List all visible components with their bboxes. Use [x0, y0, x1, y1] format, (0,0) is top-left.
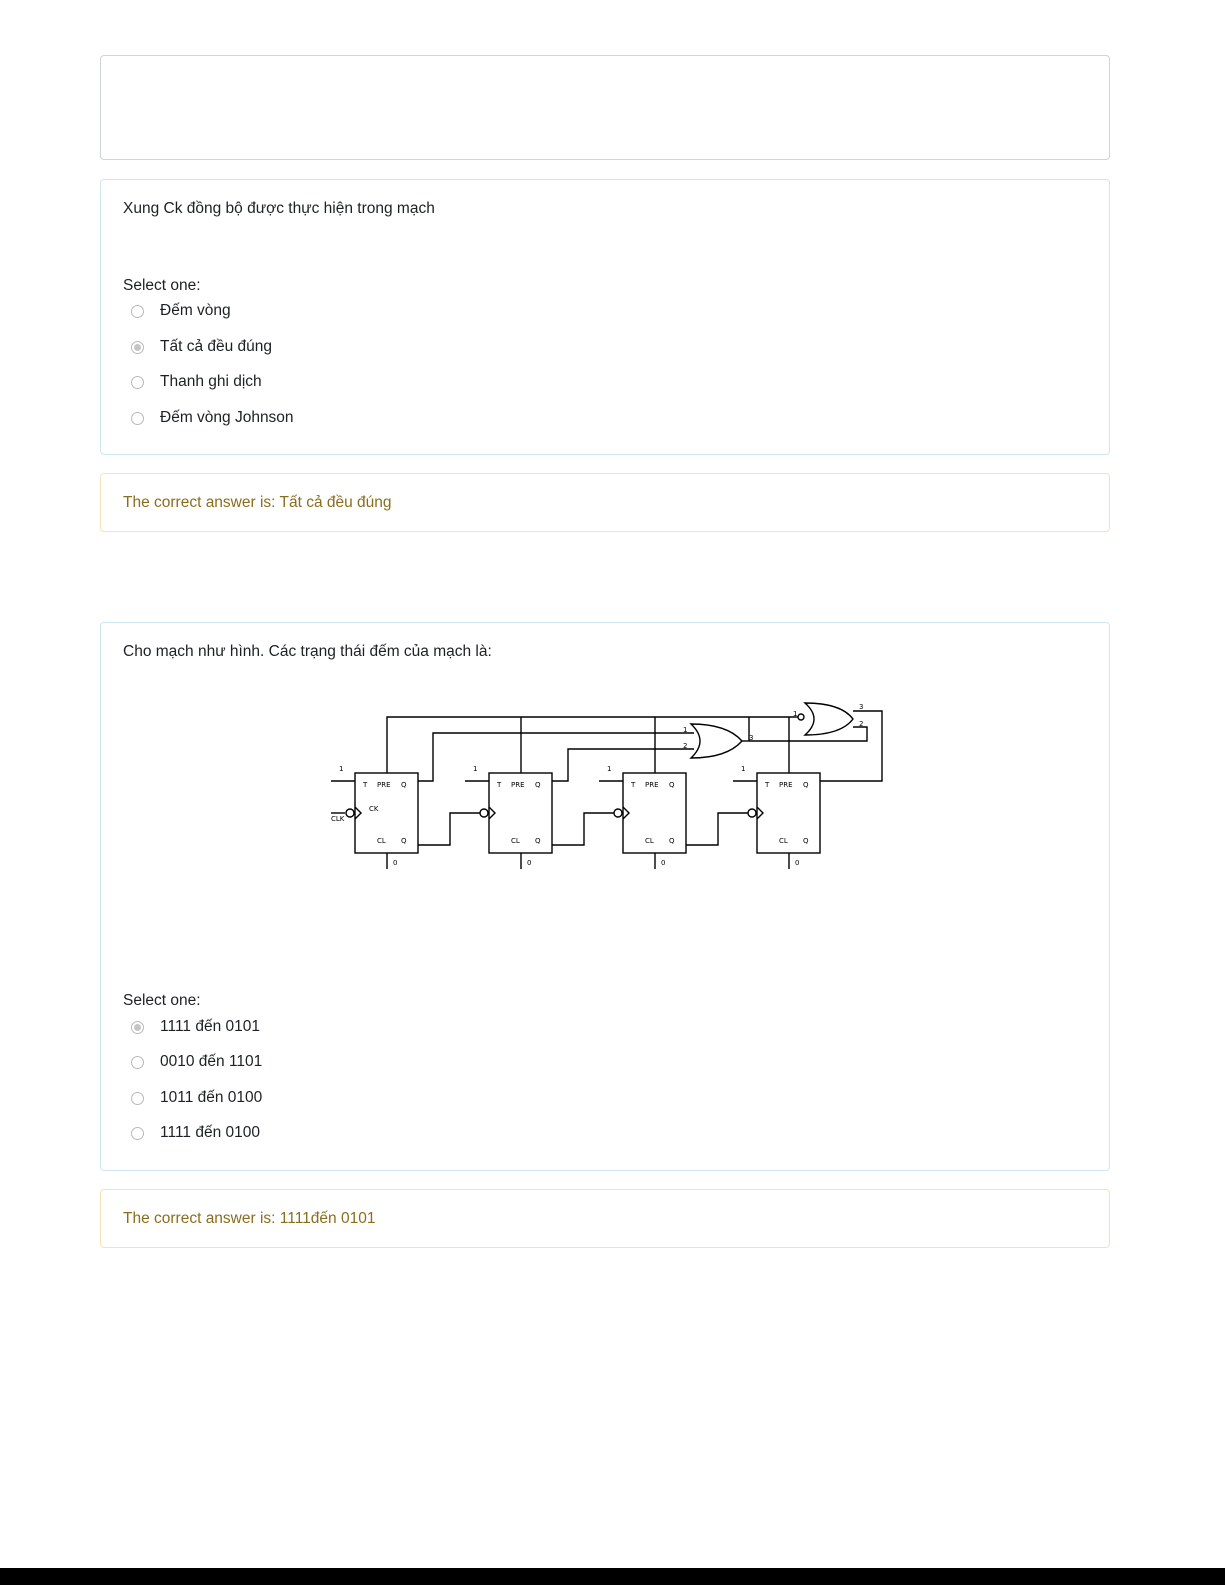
ff1-ck-label: CK — [369, 805, 379, 813]
diagram-labels — [329, 693, 889, 875]
question-2-feedback — [100, 1189, 1110, 1248]
option-label: Đếm vòng — [160, 302, 231, 319]
question-2-option-1[interactable] — [131, 1015, 260, 1039]
ff1-cl-label: CL — [377, 837, 386, 845]
ff1-q-label: Q — [401, 781, 407, 789]
ff4-pre-label: PRE — [779, 781, 793, 789]
ff3-qbar-label: Q — [669, 837, 675, 845]
question-2-option-2[interactable] — [131, 1050, 262, 1074]
question-2-select-prompt: Select one: — [123, 992, 201, 1009]
ff2-cl-label: CL — [511, 837, 520, 845]
option-label: Đếm vòng Johnson — [160, 409, 294, 426]
option-label: 0010 đến 1101 — [160, 1053, 263, 1070]
ff2-qbar-label: Q — [535, 837, 541, 845]
page-bottom-border — [0, 1568, 1225, 1585]
question-1-select-prompt: Select one: — [123, 277, 201, 294]
or1-pin-1: 1 — [683, 726, 688, 734]
radio-button[interactable] — [131, 376, 144, 389]
correct-answer-text: The correct answer is: Tất cả đều đúng — [123, 494, 392, 511]
option-label: Thanh ghi dịch — [160, 373, 262, 390]
radio-button[interactable] — [131, 1127, 144, 1140]
t-input-3: 1 — [607, 765, 612, 773]
clr-input-1: 0 — [393, 859, 398, 867]
question-1-option-3[interactable] — [131, 370, 262, 394]
question-1-feedback — [100, 473, 1110, 532]
radio-button[interactable] — [131, 1056, 144, 1069]
question-2-text: Cho mạch như hình. Các trạng thái đếm của mạch là: — [123, 643, 492, 660]
clk-label: CLK — [331, 815, 345, 823]
clr-input-2: 0 — [527, 859, 532, 867]
ff1-qbar-label: Q — [401, 837, 407, 845]
ff1-pre-label: PRE — [377, 781, 391, 789]
ff4-qbar-label: Q — [803, 837, 809, 845]
ff3-q-label: Q — [669, 781, 675, 789]
or2-pin-2: 2 — [859, 720, 864, 728]
or2-pin-1: 1 — [793, 710, 798, 718]
t-input-4: 1 — [741, 765, 746, 773]
radio-button-selected[interactable] — [131, 1021, 144, 1034]
question-1-text: Xung Ck đồng bộ được thực hiện trong mạch — [123, 200, 435, 217]
or2-pin-3: 3 — [859, 703, 864, 711]
ff3-pre-label: PRE — [645, 781, 659, 789]
ff3-cl-label: CL — [645, 837, 654, 845]
empty-info-box — [100, 55, 1110, 160]
option-label: Tất cả đều đúng — [160, 338, 273, 355]
option-label: 1111 đến 0100 — [160, 1124, 260, 1141]
ff3-t-label: T — [631, 781, 636, 789]
t-input-1: 1 — [339, 765, 344, 773]
ff2-q-label: Q — [535, 781, 541, 789]
ff4-t-label: T — [765, 781, 770, 789]
option-label: 1111 đến 0101 — [160, 1018, 260, 1035]
radio-button[interactable] — [131, 412, 144, 425]
ff1-t-label: T — [363, 781, 368, 789]
clr-input-3: 0 — [661, 859, 666, 867]
ff2-t-label: T — [497, 781, 502, 789]
ff4-q-label: Q — [803, 781, 809, 789]
question-1-option-4[interactable] — [131, 406, 294, 430]
correct-answer-text: The correct answer is: 1111đến 0101 — [123, 1210, 376, 1227]
t-input-2: 1 — [473, 765, 478, 773]
question-2-card — [100, 622, 1110, 1171]
question-2-option-3[interactable] — [131, 1086, 262, 1110]
question-2-option-4[interactable] — [131, 1121, 260, 1145]
question-1-option-1[interactable] — [131, 299, 231, 323]
radio-button[interactable] — [131, 305, 144, 318]
radio-button-selected[interactable] — [131, 341, 144, 354]
ff2-pre-label: PRE — [511, 781, 525, 789]
clr-input-4: 0 — [795, 859, 800, 867]
or1-pin-3: 3 — [749, 734, 754, 742]
or1-pin-2: 2 — [683, 742, 688, 750]
radio-button[interactable] — [131, 1092, 144, 1105]
question-1-option-2[interactable] — [131, 335, 272, 359]
option-label: 1011 đến 0100 — [160, 1089, 263, 1106]
question-1-card — [100, 179, 1110, 455]
ff4-cl-label: CL — [779, 837, 788, 845]
